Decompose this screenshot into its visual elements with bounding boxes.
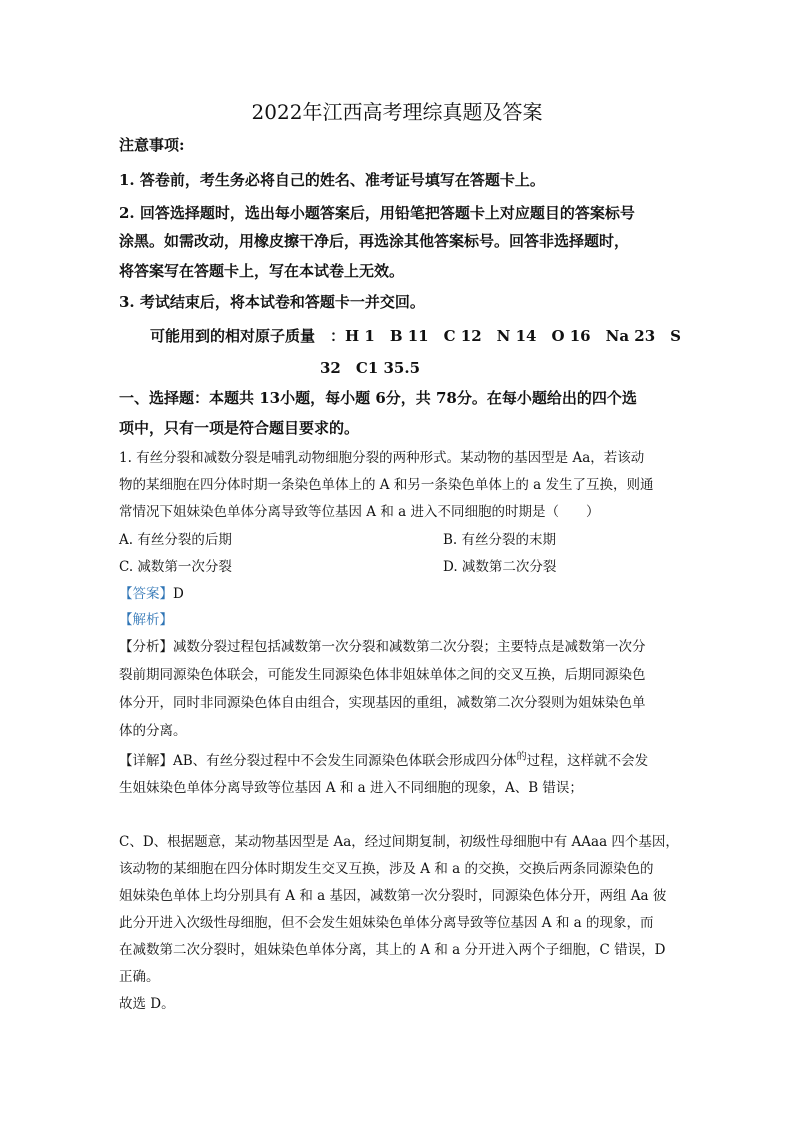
xiangjie-text: AB、有丝分裂过程中不会发生同源染色体联会形成四分体: [173, 753, 517, 769]
cd-line: 在减数第二次分裂时，姐妹染色单体分离，其上的 A 和 a 分开进入两个子细胞，C 错误，D: [119, 942, 666, 958]
question-stem: 常情况下姐妹染色单体分离导致等位基因 A 和 a 进入不同细胞的时期是（ ）: [119, 504, 600, 520]
xiangjie-sup: 的: [516, 751, 527, 763]
fenxi-line: 裂前期同源染色体联会，可能发生同源染色体非姐妹单体之间的交叉互换，后期同源染色: [119, 667, 646, 683]
xiangjie-line: [119, 751, 648, 771]
notice-line: 2. 回答选择题时，选出每小题答案后，用铅笔把答题卡上对应题目的答案标号: [119, 204, 635, 222]
fenxi-line: [119, 637, 646, 657]
notice-line: 涂黑。如需改动，用橡皮擦干净后，再选涂其他答案标号。回答非选择题时，: [119, 232, 630, 250]
xiangjie-line: 生姐妹染色单体分离导致等位基因 A 和 a 进入不同细胞的现象，A、B 错误；: [119, 780, 583, 796]
atomic-mass-line: 32 C1 35.5: [320, 359, 421, 377]
section-heading: 一、选择题：本题共 13小题，每小题 6分，共 78分。在每小题给出的四个选: [119, 389, 637, 407]
xiangjie-text: 过程，这样就不会发: [526, 753, 649, 769]
fenxi-line: 体分开，同时非同源染色体自由组合，实现基因的重组，减数第二次分裂则为姐妹染色单: [119, 695, 646, 711]
fenxi-text: 减数分裂过程包括减数第一次分裂和减数第二次分裂；主要特点是减数第一次分: [173, 639, 646, 655]
option-a: A. 有丝分裂的后期: [119, 532, 232, 548]
cd-line: 该动物的某细胞在四分体时期发生交叉互换，涉及 A 和 a 的交换，交换后两条同源染色的: [119, 861, 654, 877]
notice-line: 1. 答卷前，考生务必将自己的姓名、准考证号填写在答题卡上。: [119, 171, 545, 189]
option-c: C. 减数第一次分裂: [119, 559, 232, 575]
conclusion: 故选 D。: [119, 996, 175, 1012]
fenxi-line: 体的分离。: [119, 723, 187, 739]
atomic-mass-line: 可能用到的相对原子质量 ：H 1 B 11 C 12 N 14 O 16 Na 23 S: [150, 327, 681, 345]
question-stem: 1. 有丝分裂和减数分裂是哺乳动物细胞分裂的两种形式。某动物的基因型是 Aa，若该动: [119, 450, 645, 466]
answer-value: D: [173, 586, 184, 602]
cd-line: 姐妹染色单体上均分别具有 A 和 a 基因，减数第一次分裂时，同源染色体分开，两组 Aa 彼: [119, 888, 667, 904]
page-title: 2022年江西高考理综真题及答案: [251, 100, 543, 124]
notice-line: 3. 考试结束后，将本试卷和答题卡一并交回。: [119, 293, 425, 311]
option-b: B. 有丝分裂的末期: [443, 532, 557, 548]
fenxi-label: 【分析】: [119, 639, 173, 655]
option-d: D. 减数第二次分裂: [443, 559, 557, 575]
cd-line: C、D、根据题意，某动物基因型是 Aa，经过间期复制，初级性母细胞中有 AAaa 四个基因，: [119, 834, 679, 850]
cd-line: 此分开进入次级性母细胞，但不会发生姐妹染色单体分离导致等位基因 A 和 a 的现象，而: [119, 915, 654, 931]
xiangjie-label: 【详解】: [119, 753, 173, 769]
answer-line: [119, 584, 184, 604]
section-heading: 项中，只有一项是符合题目要求的。: [119, 419, 360, 437]
notice-line: 将答案写在答题卡上，写在本试卷上无效。: [119, 262, 405, 280]
answer-label: 【答案】: [119, 586, 173, 602]
analysis-label: 【解析】: [119, 612, 173, 628]
question-stem: 物的某细胞在四分体时期一条染色单体上的 A 和另一条染色单体上的 a 发生了互换，则通: [119, 477, 654, 493]
notice-heading: 注意事项:: [119, 136, 185, 154]
cd-line: 正确。: [119, 969, 160, 985]
